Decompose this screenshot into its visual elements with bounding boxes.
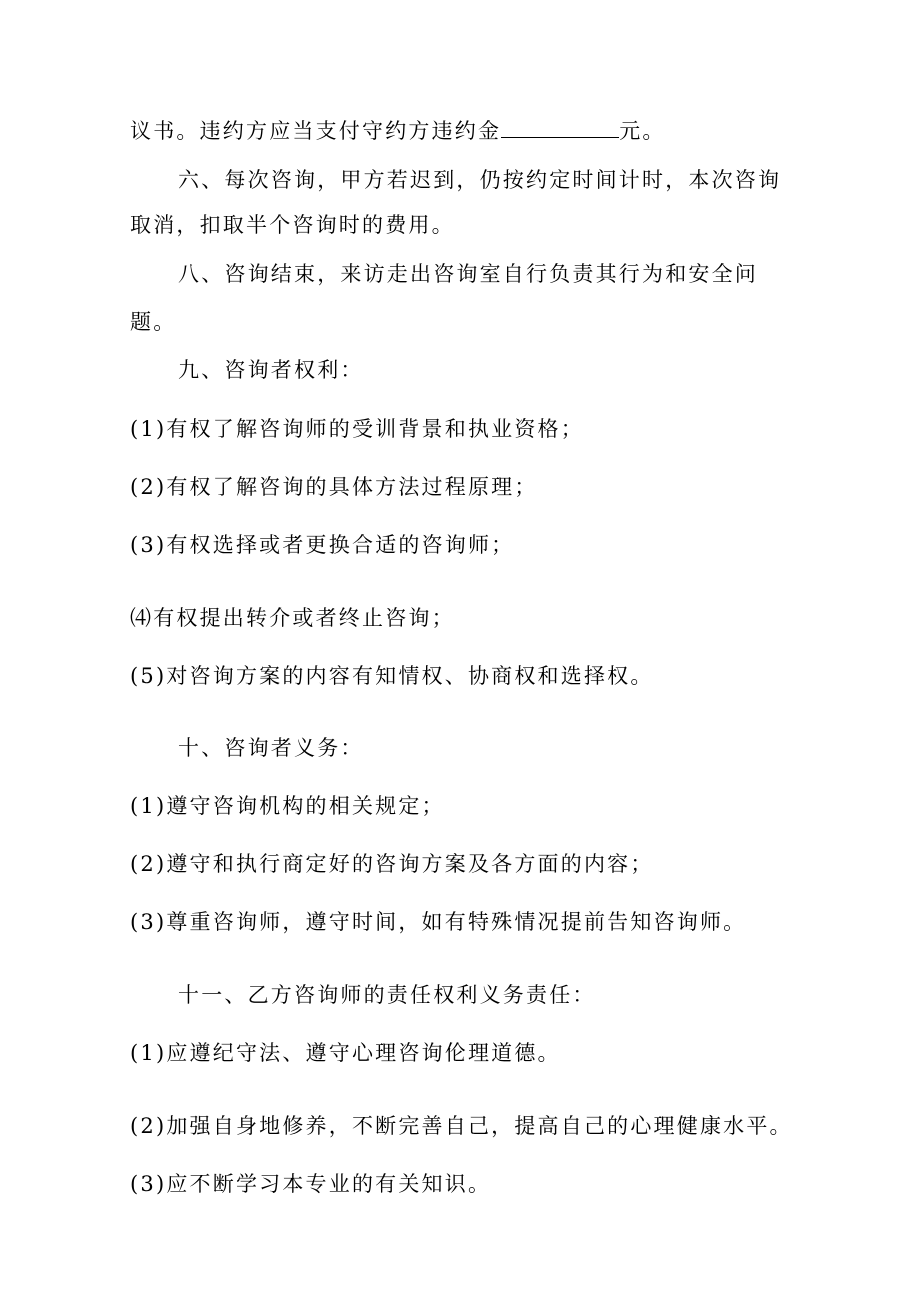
- clause-eleven-heading: 十一、乙方咨询师的责任权利义务责任：: [178, 983, 596, 1007]
- text-line-penalty: [130, 116, 666, 146]
- clause-nine-item-2: (2)有权了解咨询的具体方法过程原理；: [130, 475, 538, 499]
- clause-nine-item-5: (5)对咨询方案的内容有知情权、协商权和选择权。: [130, 664, 654, 688]
- clause-nine-item-1: (1)有权了解咨询师的受训背景和执业资格；: [130, 417, 584, 441]
- clause-nine-item-4: ⑷有权提出转介或者终止咨询；: [130, 606, 455, 630]
- clause-eight-line-2: 题。: [130, 310, 177, 334]
- text-line-penalty-start: 议书。违约方应当支付守约方违约金: [130, 119, 502, 143]
- clause-nine-heading: 九、咨询者权利：: [178, 358, 364, 382]
- clause-eleven-item-3: (3)应不断学习本专业的有关知识。: [130, 1172, 492, 1196]
- clause-eleven-item-1: (1)应遵纪守法、遵守心理咨询伦理道德。: [130, 1041, 561, 1065]
- clause-six-line-2: 取消，扣取半个咨询时的费用。: [130, 213, 455, 237]
- text-line-penalty-end: 元。: [619, 119, 666, 143]
- clause-eight-line-1: 八、咨询结束，来访走出咨询室自行负责其行为和安全问: [178, 262, 758, 286]
- clause-ten-heading: 十、咨询者义务：: [178, 736, 364, 760]
- amount-blank: [501, 119, 619, 138]
- clause-six-line-1: 六、每次咨询，甲方若迟到，仍按约定时间计时，本次咨询: [178, 168, 782, 192]
- clause-eleven-item-2: (2)加强自身地修养，不断完善自己，提高自己的心理健康水平。: [130, 1114, 793, 1138]
- clause-ten-item-3: (3)尊重咨询师，遵守时间，如有特殊情况提前告知咨询师。: [130, 910, 747, 934]
- clause-ten-item-1: (1)遵守咨询机构的相关规定；: [130, 794, 445, 818]
- clause-nine-item-3: (3)有权选择或者更换合适的咨询师；: [130, 533, 515, 557]
- clause-ten-item-2: (2)遵守和执行商定好的咨询方案及各方面的内容；: [130, 852, 654, 876]
